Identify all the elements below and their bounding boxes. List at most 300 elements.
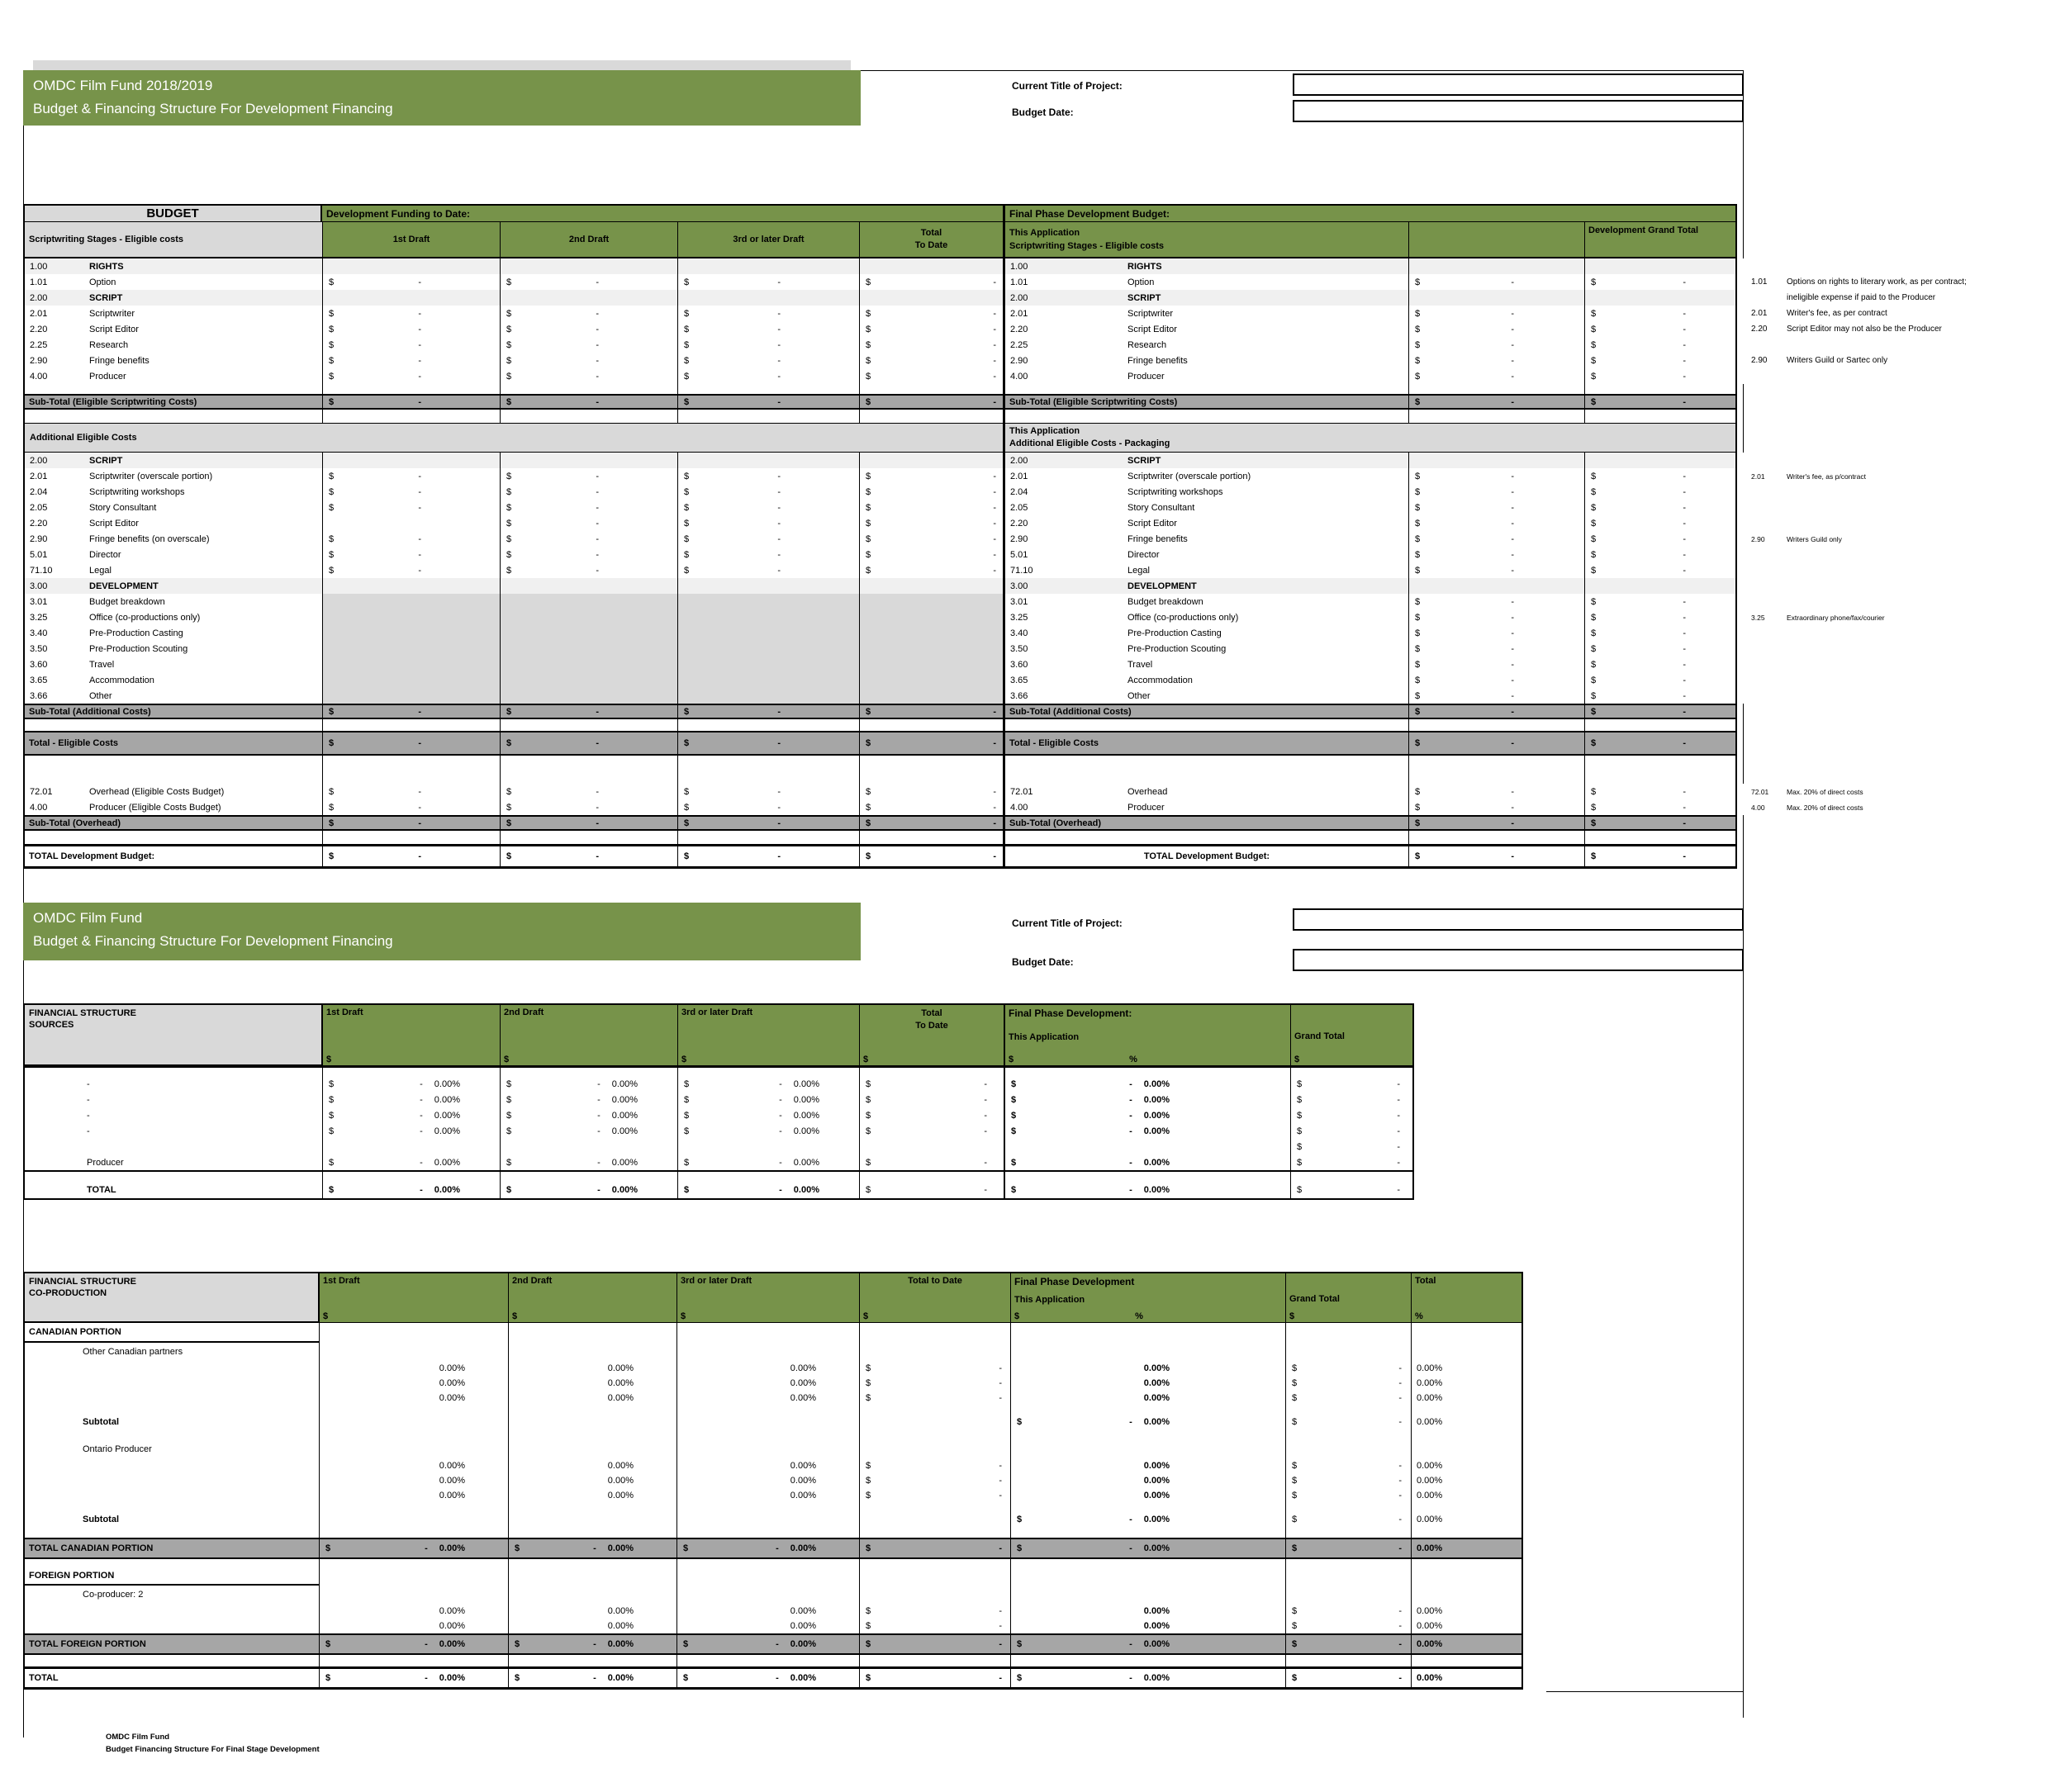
amount-cell[interactable] [500,353,677,368]
dash-value: - [1511,339,1514,350]
amount-cell[interactable] [1584,515,1737,531]
amount-pct-cell[interactable] [500,1154,677,1170]
amount-pct-cell[interactable] [677,1092,859,1107]
amount-cell[interactable] [859,1123,1004,1139]
amount-cell[interactable] [500,531,677,547]
amount-cell[interactable] [322,731,500,756]
amount-cell[interactable] [677,484,859,500]
amount-cell[interactable] [1285,1414,1411,1430]
amount-cell[interactable] [1290,1154,1414,1170]
amount-cell[interactable] [322,321,500,337]
table-row [23,423,2043,453]
pct-cell[interactable]: 0.00% [508,1488,676,1503]
amount-pct-cell[interactable] [1004,1154,1290,1170]
pct-cell[interactable]: 0.00% [508,1619,676,1633]
pct-cell[interactable]: 0.00% [676,1473,859,1488]
amount-cell[interactable] [322,368,500,384]
amount-pct-cell[interactable] [1010,1414,1285,1430]
amount-cell[interactable] [859,1604,1010,1619]
amount-cell[interactable] [1584,609,1737,625]
amount-cell[interactable] [322,500,500,515]
amount-cell[interactable] [1584,306,1737,321]
amount-cell[interactable] [859,321,1004,337]
amount-cell[interactable] [1408,484,1584,500]
dollar-sign: $ [506,396,512,407]
amount-cell[interactable] [322,547,500,562]
amount-cell[interactable] [1408,368,1584,384]
amount-cell[interactable] [677,731,859,756]
amount-cell[interactable] [1290,1076,1414,1092]
amount-cell[interactable] [1408,515,1584,531]
amount-cell[interactable] [1408,547,1584,562]
dash-value: - [984,1185,987,1195]
dash-value: - [596,738,599,748]
pct-cell[interactable]: 0.00% [1010,1473,1285,1488]
spacer [1737,410,2043,423]
pct-value: 0.00% [793,1110,819,1121]
amount-cell[interactable] [1285,1633,1411,1655]
amount-cell[interactable] [859,353,1004,368]
amount-pct-cell[interactable] [500,1076,677,1092]
amount-cell[interactable] [677,274,859,290]
pct-cell[interactable]: 0.00% [1411,1391,1523,1406]
amount-cell[interactable] [1408,337,1584,353]
amount-cell[interactable] [859,1092,1004,1107]
amount-cell[interactable] [859,1182,1004,1200]
dash-value: - [777,486,781,497]
amount-cell[interactable] [1408,500,1584,515]
pct-cell[interactable]: 0.00% [1411,1414,1523,1430]
amount-cell[interactable] [1285,1538,1411,1559]
empty-cell [319,1414,508,1430]
amount-cell[interactable] [677,468,859,484]
amount-cell [677,641,859,657]
amount-pct-cell[interactable] [322,1154,500,1170]
amount-pct-cell[interactable] [1010,1511,1285,1528]
amount-pct-cell[interactable] [677,1182,859,1200]
amount-pct-cell[interactable] [322,1092,500,1107]
amount-cell[interactable] [1408,731,1584,756]
amount-cell[interactable] [500,321,677,337]
amount-cell[interactable] [1285,1391,1411,1406]
pct-cell[interactable]: 0.00% [508,1604,676,1619]
note-code [1749,625,1787,641]
amount-cell[interactable] [859,274,1004,290]
amount-pct-cell[interactable] [676,1666,859,1690]
amount-cell[interactable] [1584,672,1737,688]
amount-cell[interactable] [1290,1107,1414,1123]
amount-cell[interactable] [1408,799,1584,815]
row-code: 72.01 [23,784,64,799]
pct-cell[interactable]: 0.00% [1411,1538,1523,1559]
amount-cell[interactable] [859,1619,1010,1633]
amount-pct-cell[interactable] [1004,1076,1290,1092]
amount-pct-cell[interactable] [676,1633,859,1655]
amount-cell[interactable] [1290,1092,1414,1107]
amount-cell[interactable] [1408,657,1584,672]
pct-cell[interactable]: 0.00% [1010,1604,1285,1619]
dollar-sign: $ [684,518,690,529]
amount-pct-cell[interactable] [1010,1633,1285,1655]
empty-cell [1285,1655,1411,1666]
pct-cell[interactable]: 0.00% [1411,1458,1523,1473]
project-title-input-2[interactable] [1293,908,1744,931]
pct-cell[interactable]: 0.00% [319,1391,508,1406]
amount-cell[interactable] [859,799,1004,815]
amount-cell[interactable] [1290,1123,1414,1139]
amount-cell[interactable] [500,484,677,500]
pct-cell[interactable]: 0.00% [1411,1633,1523,1655]
amount-cell[interactable] [1584,594,1737,609]
amount-cell[interactable] [677,547,859,562]
amount-cell[interactable] [322,468,500,484]
amount-cell[interactable] [1584,484,1737,500]
pct-cell[interactable]: 0.00% [508,1361,676,1376]
amount-cell[interactable] [322,704,500,719]
amount-cell[interactable] [677,704,859,719]
pct-cell[interactable]: 0.00% [1010,1458,1285,1473]
amount-cell[interactable] [859,1361,1010,1376]
amount-cell[interactable] [1290,1139,1414,1154]
amount-cell[interactable] [859,784,1004,799]
amount-cell[interactable] [859,515,1004,531]
amount-pct-cell[interactable] [319,1538,508,1559]
amount-cell[interactable] [1408,353,1584,368]
amount-cell[interactable] [859,1633,1010,1655]
pct-cell[interactable]: 0.00% [1010,1376,1285,1391]
amount-cell[interactable] [1584,657,1737,672]
amount-cell[interactable] [1584,368,1737,384]
amount-cell[interactable] [1408,844,1584,869]
amount-cell[interactable] [1408,274,1584,290]
amount-cell[interactable] [677,799,859,815]
amount-cell[interactable] [859,1538,1010,1559]
amount-cell[interactable] [859,1391,1010,1406]
amount-cell[interactable] [1408,609,1584,625]
amount-pct-cell[interactable] [322,1107,500,1123]
empty-cell [1010,1503,1285,1511]
value-group [597,1095,638,1105]
amount-cell[interactable] [677,784,859,799]
amount-pct-cell[interactable] [319,1666,508,1690]
amount-cell[interactable] [859,815,1004,831]
amount-cell[interactable] [859,844,1004,869]
amount-cell[interactable] [1285,1361,1411,1376]
amount-cell[interactable] [677,353,859,368]
pct-cell[interactable]: 0.00% [676,1376,859,1391]
amount-cell[interactable] [500,394,677,410]
amount-cell[interactable] [1285,1666,1411,1690]
amount-cell[interactable] [1584,274,1737,290]
amount-cell[interactable] [677,815,859,831]
amount-pct-cell[interactable] [1004,1107,1290,1123]
amount-cell[interactable] [500,799,677,815]
amount-cell[interactable] [322,353,500,368]
amount-cell[interactable] [1584,704,1737,719]
amount-cell[interactable] [1584,337,1737,353]
pct-cell[interactable]: 0.00% [1411,1604,1523,1619]
amount-cell[interactable] [500,368,677,384]
dash-value: - [776,1673,779,1683]
amount-pct-cell[interactable] [319,1633,508,1655]
amount-cell[interactable] [322,306,500,321]
amount-cell[interactable] [859,468,1004,484]
amount-cell[interactable] [677,306,859,321]
amount-cell[interactable] [1584,625,1737,641]
amount-pct-cell[interactable] [677,1154,859,1170]
amount-cell[interactable] [500,500,677,515]
amount-cell[interactable] [1285,1619,1411,1633]
amount-cell[interactable] [859,368,1004,384]
amount-pct-cell[interactable] [508,1666,676,1690]
value-group [593,1639,634,1649]
pct-cell[interactable]: 0.00% [508,1376,676,1391]
empty-cell [676,1323,859,1343]
pct-cell[interactable]: 0.00% [676,1391,859,1406]
budget-date-input[interactable] [1293,100,1744,122]
pct-cell[interactable]: 0.00% [1411,1511,1523,1528]
amount-cell[interactable] [1408,784,1584,799]
amount-pct-cell[interactable] [508,1538,676,1559]
amount-cell[interactable] [500,547,677,562]
row-code-right: 2.01 [1004,306,1053,321]
amount-cell[interactable] [677,337,859,353]
amount-pct-cell[interactable] [1010,1538,1285,1559]
amount-pct-cell[interactable] [500,1182,677,1200]
amount-cell[interactable] [1408,562,1584,578]
dollar-sign: $ [863,1055,869,1064]
pct-cell[interactable]: 0.00% [319,1458,508,1473]
pct-cell[interactable]: 0.00% [1010,1391,1285,1406]
amount-cell[interactable] [322,844,500,869]
amount-cell[interactable] [500,704,677,719]
pct-cell[interactable]: 0.00% [1411,1376,1523,1391]
pct-cell[interactable]: 0.00% [676,1619,859,1633]
amount-cell[interactable] [677,321,859,337]
pct-cell[interactable]: 0.00% [676,1604,859,1619]
amount-cell[interactable] [1584,799,1737,815]
amount-cell[interactable] [1290,1182,1414,1200]
pct-cell[interactable]: 0.00% [319,1473,508,1488]
amount-cell[interactable] [500,306,677,321]
pct-cell[interactable]: 0.00% [508,1391,676,1406]
amount-pct-cell[interactable] [1004,1092,1290,1107]
amount-cell[interactable] [1408,672,1584,688]
amount-pct-cell[interactable] [677,1123,859,1139]
amount-cell[interactable] [1584,353,1737,368]
amount-cell[interactable] [677,500,859,515]
amount-cell[interactable] [1408,321,1584,337]
note-code [1749,594,1787,609]
amount-cell[interactable] [1584,531,1737,547]
dollar-sign: $ [1591,612,1597,623]
amount-cell[interactable] [1285,1376,1411,1391]
amount-cell[interactable] [859,1473,1010,1488]
pct-cell[interactable]: 0.00% [1010,1619,1285,1633]
amount-cell[interactable] [500,815,677,831]
amount-cell[interactable] [1584,641,1737,657]
sheet-bottom-right-border [1546,1691,1743,1692]
pct-cell[interactable]: 0.00% [676,1458,859,1473]
amount-cell[interactable] [500,515,677,531]
amount-cell[interactable] [677,394,859,410]
spacer [1737,290,1749,306]
pct-cell[interactable]: 0.00% [676,1488,859,1503]
amount-cell[interactable] [322,562,500,578]
amount-cell[interactable] [859,704,1004,719]
amount-cell[interactable] [859,1666,1010,1690]
dollar-sign: $ [684,355,690,366]
pct-cell[interactable]: 0.00% [508,1458,676,1473]
amount-cell[interactable] [1584,784,1737,799]
amount-cell[interactable] [1285,1604,1411,1619]
amount-cell[interactable] [322,815,500,831]
pct-cell[interactable]: 0.00% [319,1619,508,1633]
amount-cell[interactable] [1408,468,1584,484]
amount-cell[interactable] [322,484,500,500]
pct-cell[interactable]: 0.00% [1411,1473,1523,1488]
amount-cell[interactable] [1584,394,1737,410]
pct-cell[interactable]: 0.00% [319,1361,508,1376]
empty-cell [322,756,500,784]
amount-cell[interactable] [859,306,1004,321]
amount-cell[interactable] [1285,1488,1411,1503]
amount-cell[interactable] [1285,1473,1411,1488]
amount-pct-cell[interactable] [500,1107,677,1123]
amount-cell[interactable] [859,1107,1004,1123]
amount-cell[interactable] [859,531,1004,547]
amount-cell[interactable] [677,562,859,578]
amount-cell[interactable] [1285,1458,1411,1473]
amount-cell[interactable] [1285,1511,1411,1528]
amount-pct-cell[interactable] [322,1123,500,1139]
amount-pct-cell[interactable] [677,1076,859,1092]
budget-date-input-2[interactable] [1293,949,1744,971]
amount-cell[interactable] [859,547,1004,562]
amount-cell[interactable] [1584,500,1737,515]
amount-cell[interactable] [677,531,859,547]
amount-cell[interactable] [859,500,1004,515]
amount-cell[interactable] [322,274,500,290]
amount-cell[interactable] [1584,321,1737,337]
empty-cell [1053,719,1408,731]
amount-cell[interactable] [500,784,677,799]
dollar-sign: $ [329,486,335,497]
amount-cell[interactable] [500,274,677,290]
pct-cell[interactable]: 0.00% [1411,1361,1523,1376]
pct-cell[interactable]: 0.00% [1411,1619,1523,1633]
pct-cell[interactable]: 0.00% [319,1488,508,1503]
amount-cell[interactable] [1408,641,1584,657]
project-title-input[interactable] [1293,73,1744,96]
amount-cell[interactable] [1408,704,1584,719]
amount-cell[interactable] [1584,468,1737,484]
amount-cell[interactable] [1584,731,1737,756]
amount-cell[interactable] [859,731,1004,756]
amount-cell[interactable] [1408,394,1584,410]
dash-value: - [993,324,996,334]
amount-cell[interactable] [677,515,859,531]
amount-cell[interactable] [859,484,1004,500]
amount-cell[interactable] [1408,306,1584,321]
row-label: Scriptwriting workshops [89,486,185,497]
amount-cell[interactable] [322,394,500,410]
amount-cell[interactable] [322,337,500,353]
amount-pct-cell[interactable] [500,1123,677,1139]
amount-cell[interactable] [500,562,677,578]
amount-pct-cell[interactable] [677,1107,859,1123]
amount-cell[interactable] [1584,844,1737,869]
pct-cell[interactable]: 0.00% [319,1376,508,1391]
pct-cell[interactable]: 0.00% [676,1361,859,1376]
amount-cell[interactable] [859,1488,1010,1503]
amount-cell[interactable] [1584,815,1737,831]
amount-cell[interactable] [859,562,1004,578]
dash-value: - [596,502,599,513]
amount-pct-cell[interactable] [676,1538,859,1559]
amount-cell[interactable] [859,1076,1004,1092]
dash-value: - [999,1543,1002,1553]
amount-pct-cell[interactable] [322,1182,500,1200]
amount-pct-cell[interactable] [508,1633,676,1655]
amount-cell[interactable] [677,368,859,384]
amount-cell[interactable] [1408,815,1584,831]
dash-value: - [999,1621,1002,1631]
amount-cell[interactable] [859,1154,1004,1170]
amount-cell[interactable] [859,1458,1010,1473]
pct-cell[interactable]: 0.00% [1411,1666,1523,1690]
amount-pct-cell[interactable] [1004,1182,1290,1200]
amount-cell [500,594,677,609]
amount-cell[interactable] [322,531,500,547]
amount-cell[interactable] [500,468,677,484]
pct-cell[interactable]: 0.00% [1010,1361,1285,1376]
col-label: 3rd or later Draft [681,1276,752,1286]
amount-cell[interactable] [677,844,859,869]
amount-cell[interactable] [1408,594,1584,609]
amount-cell[interactable] [1408,688,1584,704]
amount-cell[interactable] [500,337,677,353]
amount-pct-cell[interactable] [1010,1666,1285,1690]
table-row [23,1559,1523,1567]
row-label: Script Editor [89,324,139,334]
amount-cell[interactable] [1408,625,1584,641]
dollar-sign: $ [1415,549,1421,560]
amount-cell[interactable] [859,337,1004,353]
amount-pct-cell[interactable] [322,1076,500,1092]
empty-cell [319,1567,508,1586]
amount-pct-cell[interactable] [500,1092,677,1107]
amount-pct-cell[interactable] [1004,1123,1290,1139]
dollar-sign: $ [329,324,335,334]
amount-cell[interactable] [1584,562,1737,578]
amount-cell[interactable] [1408,531,1584,547]
amount-cell[interactable] [322,784,500,799]
amount-cell[interactable] [1584,547,1737,562]
pct-cell[interactable]: 0.00% [319,1604,508,1619]
amount-cell[interactable] [859,394,1004,410]
empty-cell [508,1323,676,1343]
amount-cell[interactable] [322,799,500,815]
pct-cell[interactable]: 0.00% [1010,1488,1285,1503]
amount-cell[interactable] [500,844,677,869]
amount-cell[interactable] [859,1376,1010,1391]
amount-cell[interactable] [1584,688,1737,704]
row-label-right: Scriptwriter (overscale portion) [1127,471,1251,481]
pct-cell[interactable]: 0.00% [1411,1488,1523,1503]
pct-cell[interactable]: 0.00% [508,1473,676,1488]
amount-cell[interactable] [500,731,677,756]
